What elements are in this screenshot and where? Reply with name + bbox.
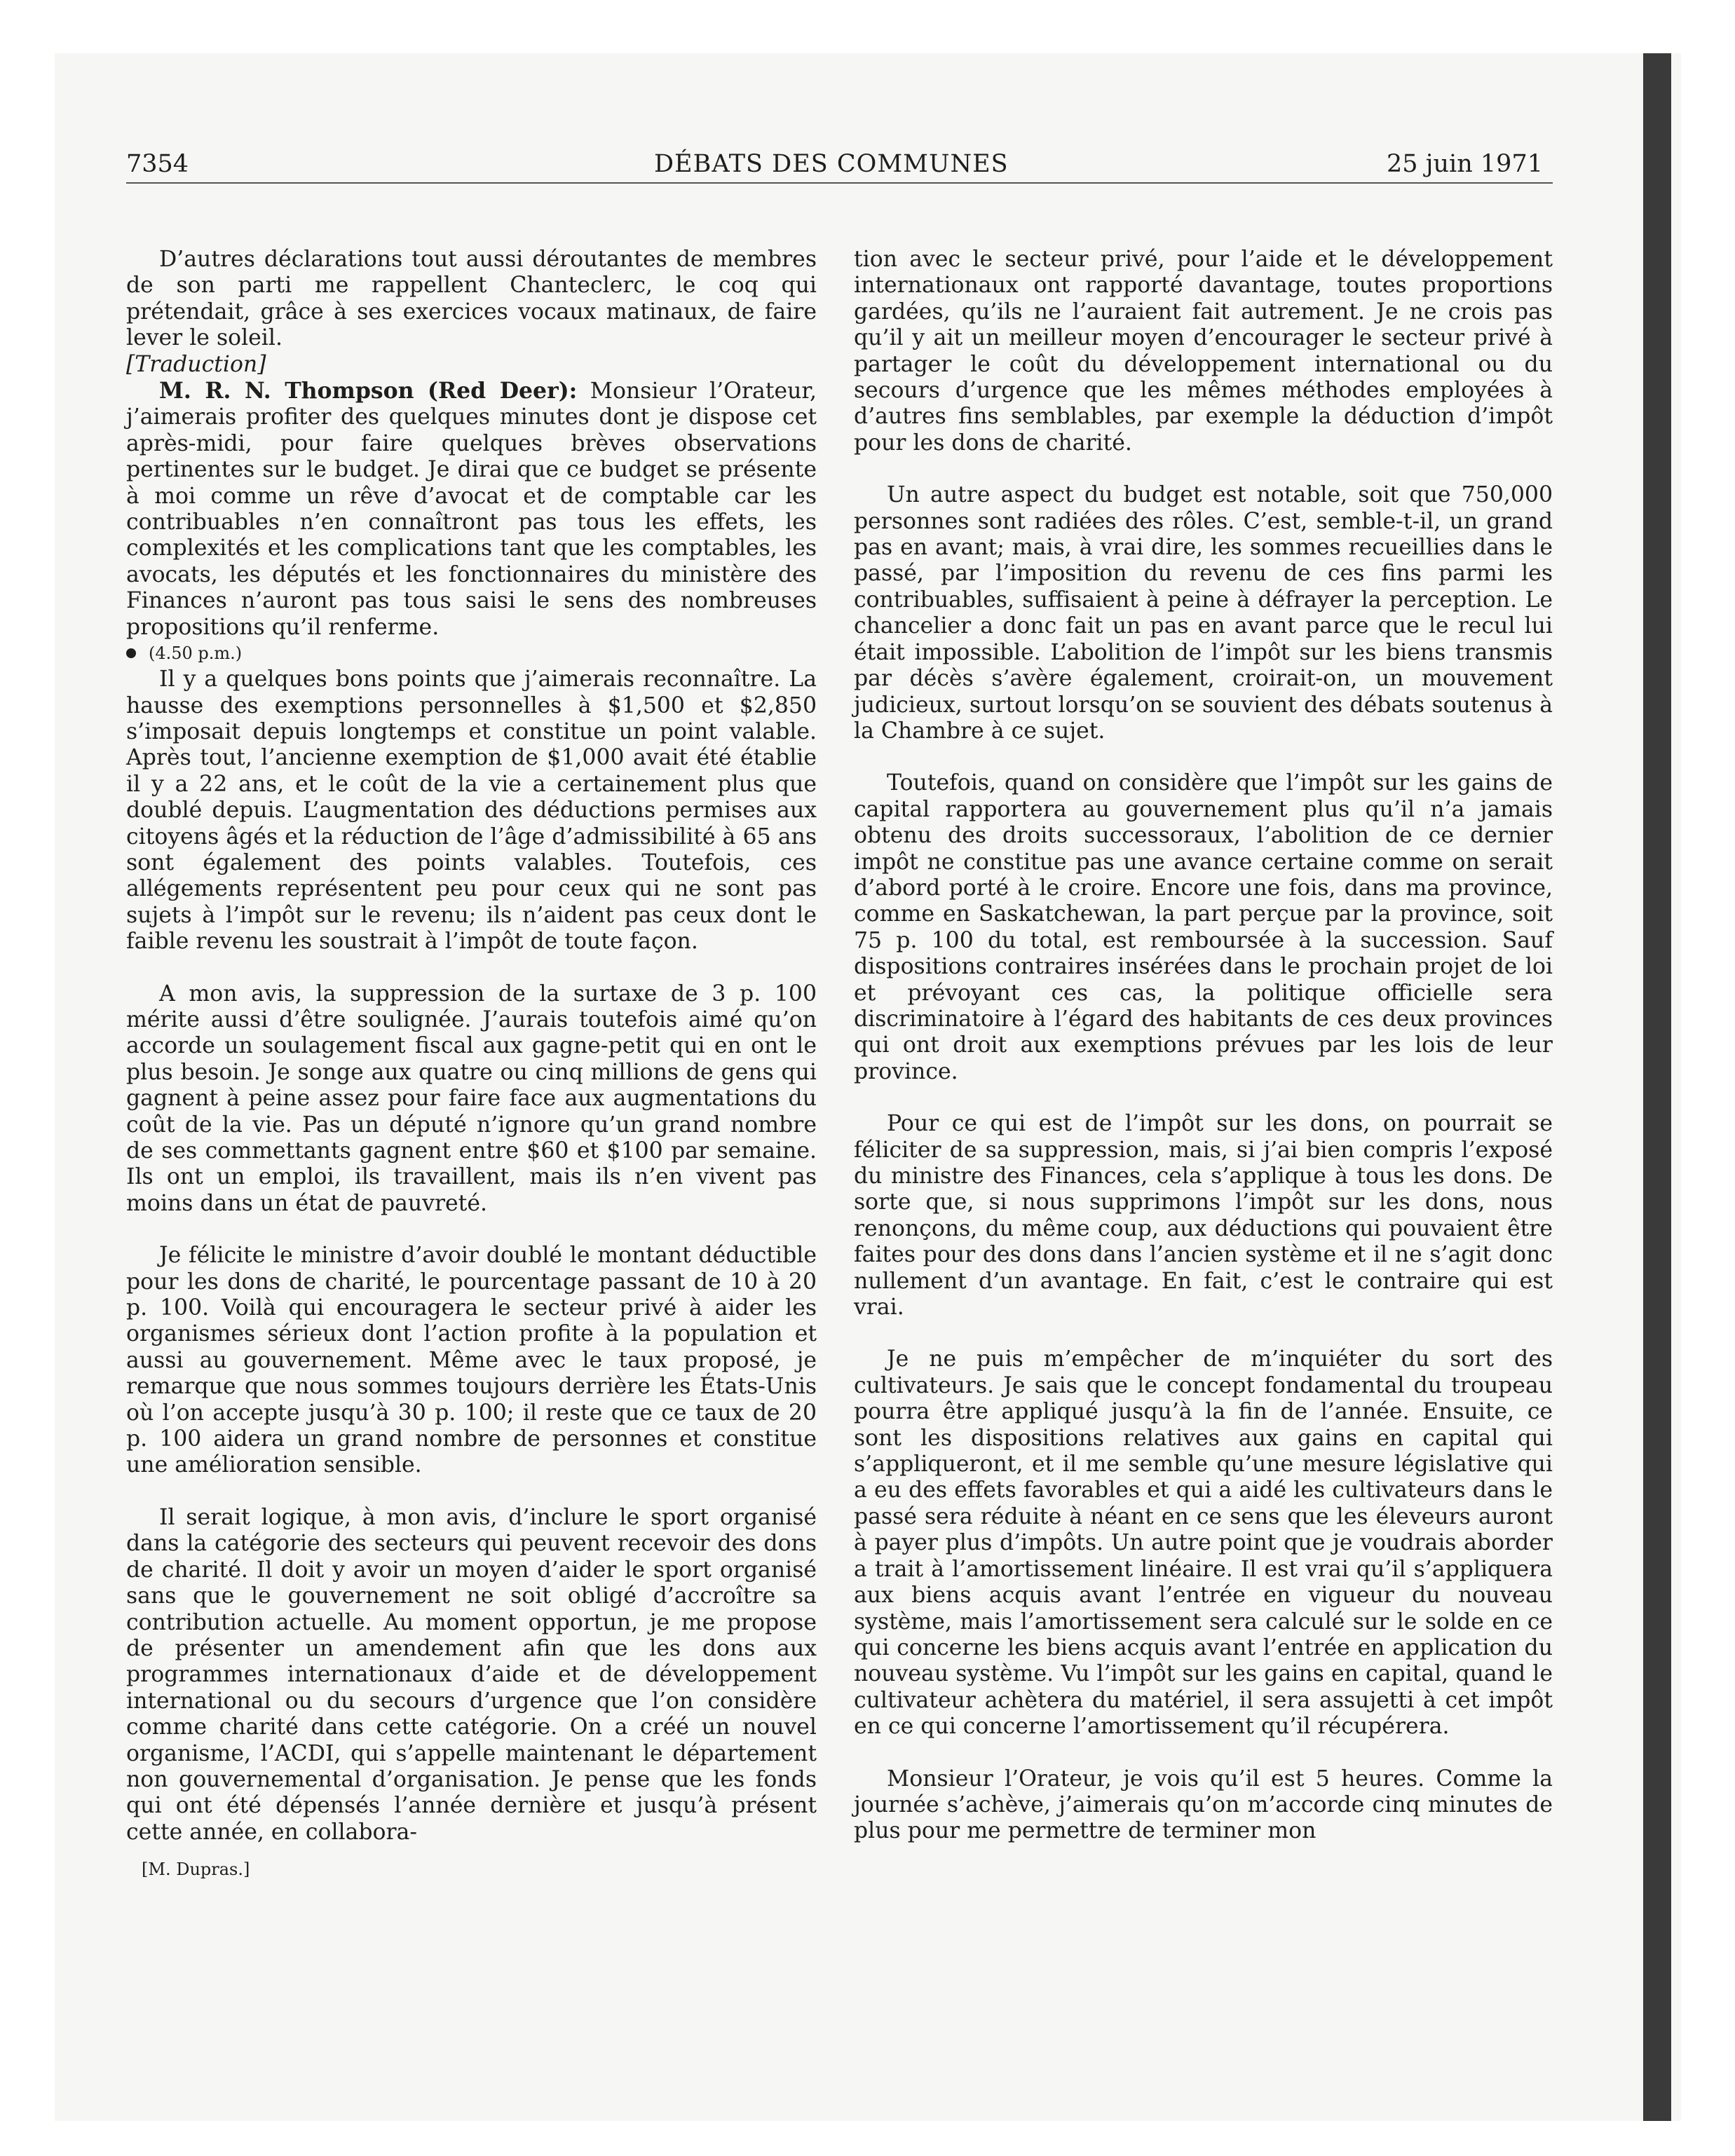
time-marker-text: (4.50 p.m.) — [149, 643, 243, 664]
page-number: 7354 — [126, 150, 189, 178]
bullet-icon — [126, 648, 136, 658]
translation-label: [Traduction] — [126, 351, 266, 377]
speech-text: Monsieur l’Orateur, j’aimerais profiter des quelques minutes dont je dispose cet après-midi, pour faire quelques brèves observations pertinentes sur le budget. Je dirai que ce budget se présente à moi comme un rêve d’avocat et de comptable car les contribuables n’en connaîtront pas tous les effets, les complexités et les complications tant que les comptables, les avocats, les députés et les fonctionnaires du ministère des Finances n’auront pas tous saisi le sens des nombreuses propositions qu’il renferme. — [126, 378, 817, 640]
page-footnote: [M. Dupras.] — [142, 1860, 250, 1880]
header-rule — [126, 182, 1553, 184]
scan-edge-shadow — [1643, 53, 1671, 2121]
paragraph: Je ne puis m’empêcher de m’inquiéter du sort des cultivateurs. Je sais que le concept fondamental du troupeau pourra être appliqué jusqu’à la fin de l’année. Ensuite, ce sont les dispositions relatives aux gains en capital qui s’appliqueront, et il me semble qu’une mesure législative qui a eu des effets favorables et qui a aidé les cultivateurs dans le passé sera réduite à néant en ce sens que les éleveurs auront à payer plus d’impôts. Un autre point que je voudrais aborder a trait à l’amortissement linéaire. Il est vrai qu’il s’appliquera aux biens acquis avant l’entrée en vigueur du nouveau système, mais l’amortissement sera calculé sur le solde en ce qui concerne les biens acquis avant l’entrée en application du nouveau système. Vu l’impôt sur les gains en capital, quand le cultivateur achètera du matériel, il sera assujetti à cet impôt en ce qui concerne l’amortissement qu’il récupérera. — [854, 1346, 1553, 1740]
paragraph: Il serait logique, à mon avis, d’inclure le sport organisé dans la catégorie des secteurs qui peuvent recevoir des dons de charité. Il doit y avoir un moyen d’aider le sport organisé sans que le gouvernement ne soit obligé d’accroître sa contribution actuelle. Au moment opportun, je me propose de présenter un amendement afin que les dons aux programmes internationaux d’aide et de développement international ou du secours d’urgence que l’on considère comme charité dans cette catégorie. On a créé un nouvel organisme, l’ACDI, qui s’appelle maintenant le département non gouvernemental d’organisation. Je pense que les fonds qui ont été dépensés l’année dernière et jusqu’à présent cette année, en collabora- — [126, 1504, 817, 1845]
left-column — [126, 247, 817, 1883]
paragraph: Toutefois, quand on considère que l’impôt sur les gains de capital rapportera au gouvernement plus qu’il n’a jamais obtenu des droits successoraux, l’abolition de ce dernier impôt ne constitue pas une avance certaine comme on serait d’abord porté à le croire. Encore une fois, dans ma province, comme en Saskatchewan, la part perçue par la province, soit 75 p. 100 du total, est remboursée à la succession. Sauf dispositions contraires insérées dans le prochain projet de loi et prévoyant ces cas, la politique officielle sera discriminatoire à l’égard des habitants de ces deux provinces qui ont droit aux exemptions prévues par les lois de leur province. — [854, 770, 1553, 1084]
running-title: DÉBATS DES COMMUNES — [654, 150, 1009, 178]
time-marker — [126, 641, 817, 667]
paragraph: Il y a quelques bons points que j’aimerais reconnaître. La hausse des exemptions personnelles à $1,500 et $2,850 s’imposait depuis longtemps et constitue un point valable. Après tout, l’ancienne exemption de $1,000 avait été établie il y a 22 ans, et le coût de la vie a certainement plus que doublé depuis. L’augmentation des déductions permises aux citoyens âgés et la réduction de l’âge d’admissibilité à 65 ans sont également des points valables. Toutefois, ces allégements représentent peu pour ceux qui ne sont pas sujets à l’impôt sur le revenu; ils n’aident pas ceux dont le faible revenu les soustrait à l’impôt de toute façon. — [126, 667, 817, 955]
paragraph: tion avec le secteur privé, pour l’aide et le développement internationaux ont rapporté davantage, toutes proportions gardées, qu’ils ne l’auraient fait autrement. Je ne crois pas qu’il y ait un meilleur moyen d’encourager le secteur privé à partager le coût du développement international ou du secours d’urgence que les mêmes méthodes employées à d’autres fins semblables, par exemple la déduction d’impôt pour les dons de charité. — [854, 247, 1553, 456]
page-date: 25 juin 1971 — [1387, 150, 1543, 178]
paragraph: Un autre aspect du budget est notable, soit que 750,000 personnes sont radiées des rôles. C’est, semble-t-il, un grand pas en avant; mais, à vrai dire, les sommes recueillies dans le passé, par l’imposition du revenu de ces fins parmi les contribuables, suffisaient à peine à défrayer la perception. Le chancelier a donc fait un pas en avant parce que le recul lui était impossible. L’abolition de l’impôt sur les biens transmis par décès s’avère également, croirait-on, un mouvement judicieux, surtout lorsqu’on se souvient des débats soutenus à la Chambre à ce sujet. — [854, 482, 1553, 744]
paragraph: D’autres déclarations tout aussi déroutantes de membres de son parti me rappellent Chanteclerc, le coq qui prétendait, grâce à ses exercices vocaux matinaux, de faire lever le soleil. — [126, 247, 817, 351]
paragraph: Pour ce qui est de l’impôt sur les dons, on pourrait se féliciter de sa suppression, mais, si j’ai bien compris l’exposé du ministre des Finances, cela s’applique à tous les dons. De sorte que, si nous supprimons l’impôt sur les dons, nous renonçons, du même coup, aux déductions qui pouvaient être faites pour des dons dans l’ancien système et il ne s’agit donc nullement d’un avantage. En fait, c’est le contraire qui est vrai. — [854, 1111, 1553, 1321]
right-column — [854, 247, 1553, 1845]
paragraph: Monsieur l’Orateur, je vois qu’il est 5 heures. Comme la journée s’achève, j’aimerais qu’on m’accorde cinq minutes de plus pour me permettre de terminer mon — [854, 1766, 1553, 1844]
speaker-name: M. R. N. Thompson (Red Deer): — [159, 378, 578, 404]
paragraph: A mon avis, la suppression de la surtaxe de 3 p. 100 mérite aussi d’être soulignée. J’aurais toutefois aimé qu’on accorde un soulagement fiscal aux gagne-petit qui en ont le plus besoin. Je songe aux quatre ou cinq millions de gens qui gagnent à peine assez pour faire face aux augmentations du coût de la vie. Pas un député n’ignore qu’un grand nombre de ses commettants gagnent entre $60 et $100 par semaine. Ils ont un emploi, ils travaillent, mais ils n’en vivent pas moins dans un état de pauvreté. — [126, 981, 817, 1216]
paragraph: Je félicite le ministre d’avoir doublé le montant déductible pour les dons de charité, le pourcentage passant de 10 à 20 p. 100. Voilà qui encouragera le secteur privé à aider les organismes sérieux dont l’action profite à la population et aussi au gouvernement. Même avec le taux proposé, je remarque que nous sommes toujours derrière les États-Unis où l’on accepte jusqu’à 30 p. 100; il reste que ce taux de 20 p. 100 aidera un grand nombre de personnes et constitue une amélioration sensible. — [126, 1243, 817, 1478]
speech-paragraph — [126, 378, 817, 641]
